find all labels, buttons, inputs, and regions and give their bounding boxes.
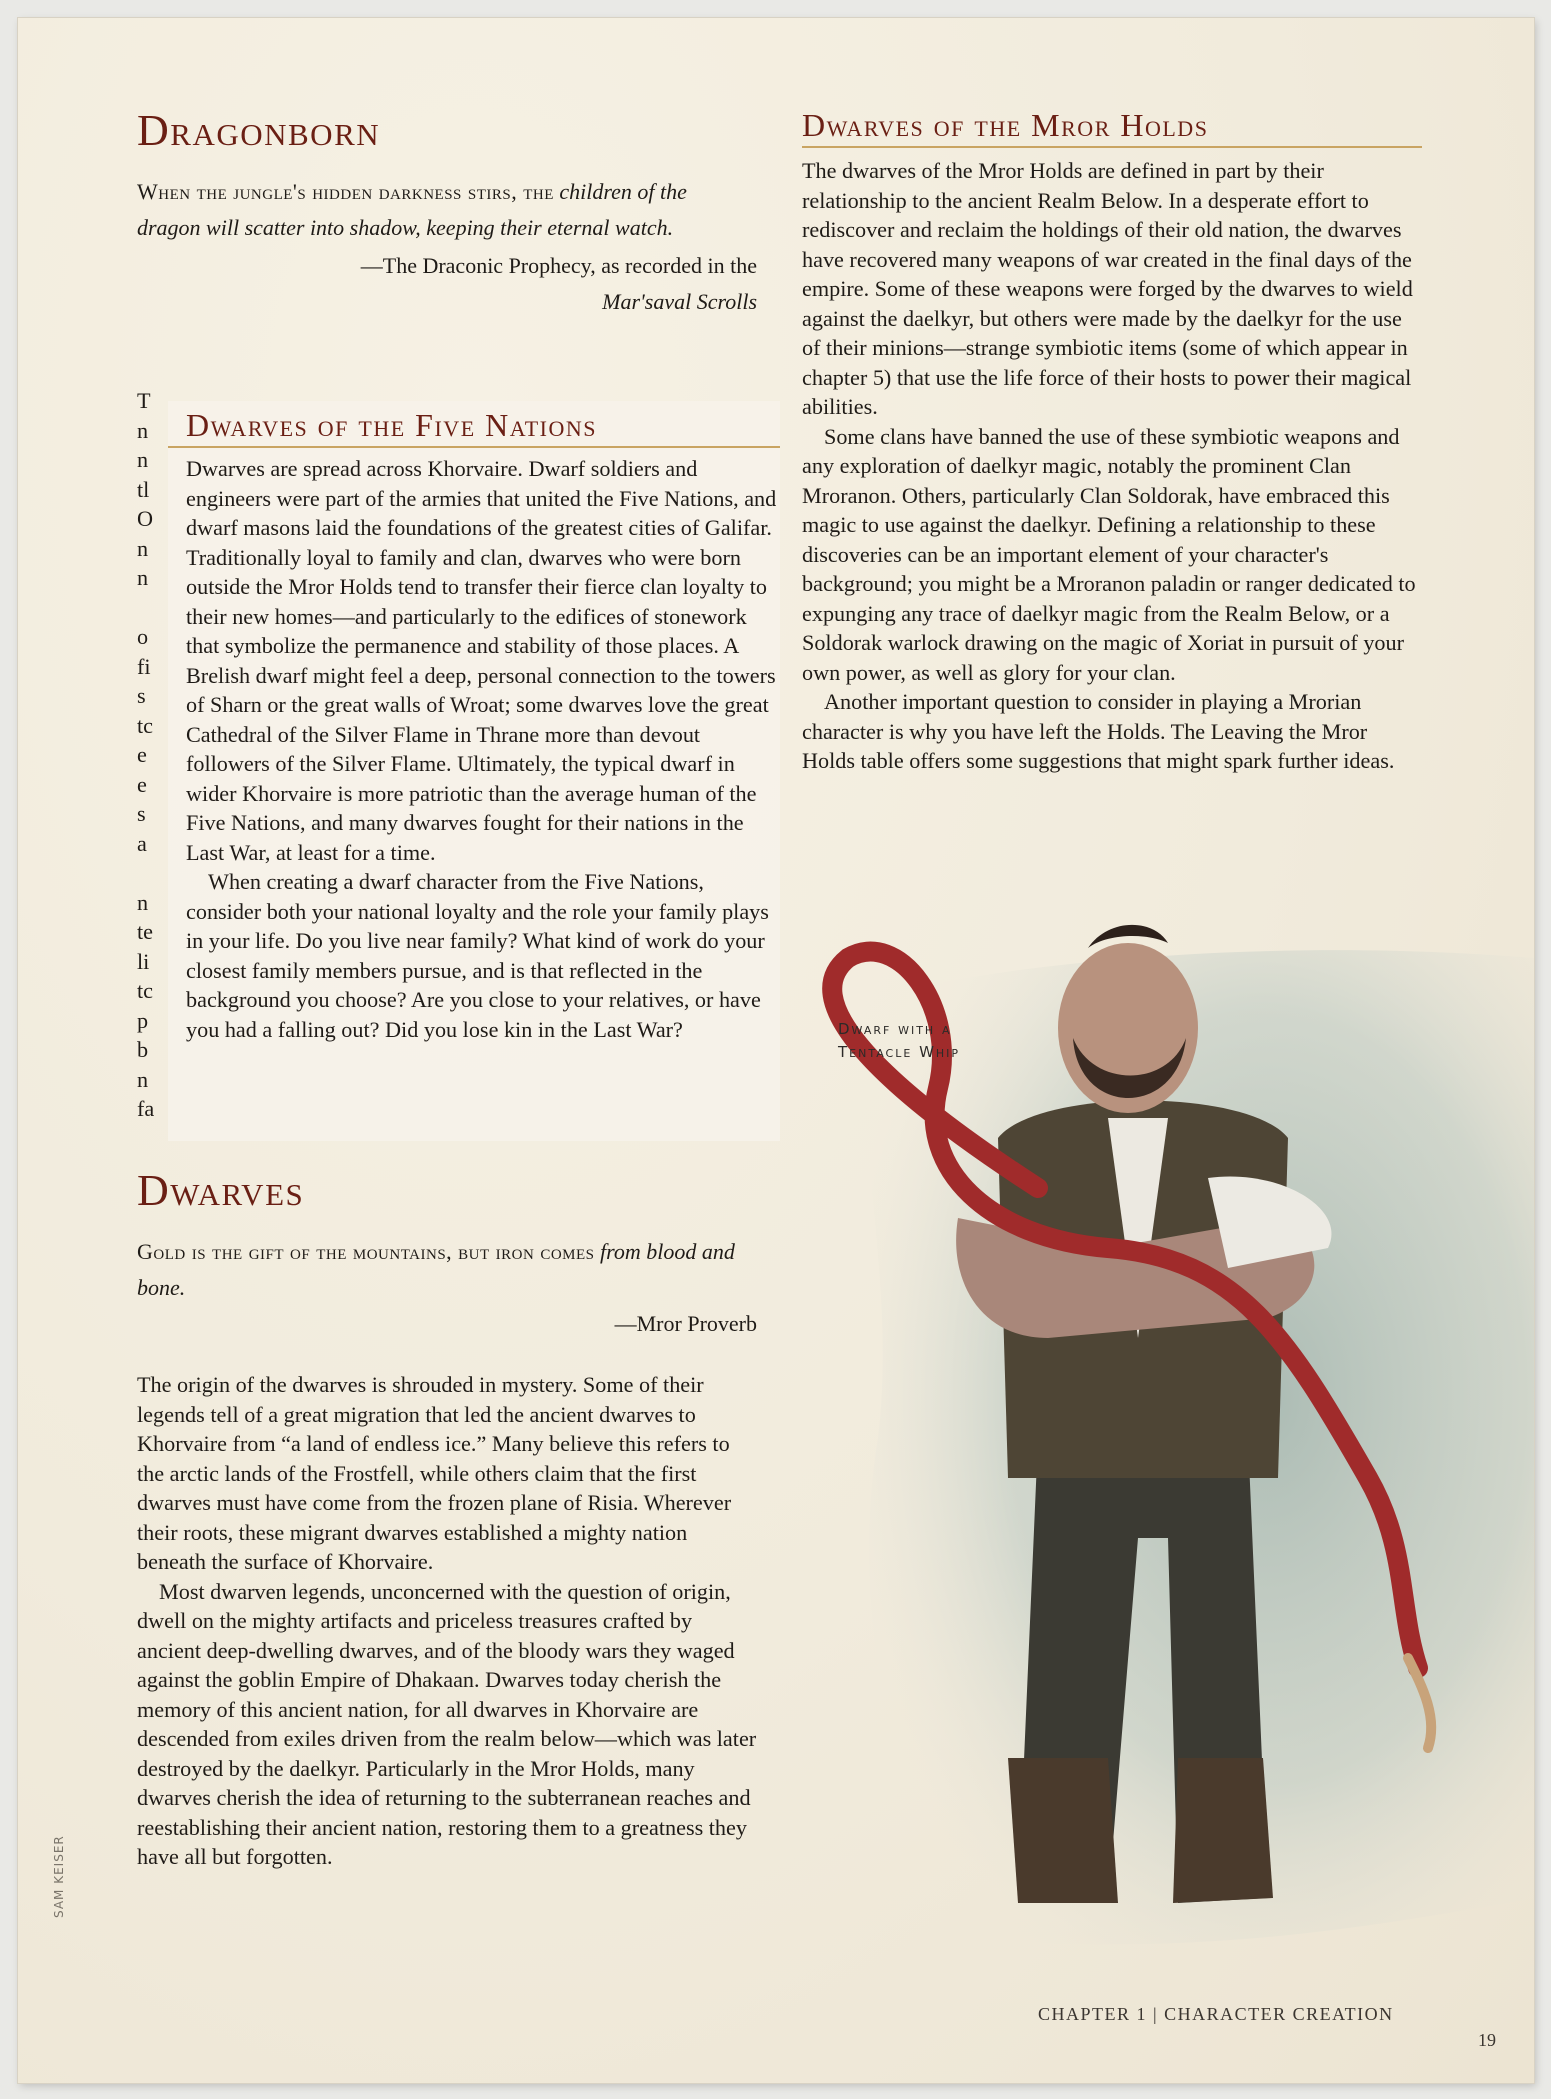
clipped-letter: O [137, 506, 154, 531]
page-number: 19 [1478, 2030, 1496, 2050]
dragonborn-heading: Dragonborn [137, 106, 381, 155]
five-nations-section [168, 406, 780, 1044]
clipped-letter: n [137, 565, 149, 590]
mror-paragraph-2: Some clans have banned the use of these symbiotic weapons and any exploration of daelkyr magic, notably the prominent Clan Mroranon. Others, particularly Clan Soldorak, have embraced this magic to use against the daelkyr. Defining a relationship to these discoveries can be an important element of your character's background; you might be a Mroranon paladin or ranger dedicated to expunging any trace of daelkyr magic from the Realm Below, or a Soldorak warlock drawing on the magic of Xoriat in pursuit of your own power, as well as glory for your clan. [802, 423, 1416, 685]
clipped-letter: n [137, 889, 149, 915]
illustration-caption [838, 1018, 960, 1064]
dwarf-illustration [808, 918, 1534, 1998]
clipped-letter: e [137, 742, 147, 767]
dragonborn-attribution-source: Mar'saval Scrolls [602, 289, 757, 314]
dragonborn-attribution [137, 248, 757, 320]
clipped-letter: o [137, 624, 149, 649]
dwarves-epigraph-italic: from blood and bone. [137, 1239, 735, 1300]
clipped-letter: tl [137, 476, 150, 502]
clipped-letter: s [137, 683, 146, 708]
clipped-letter: n [137, 535, 149, 561]
book-page [18, 18, 1534, 2083]
clipped-letter: T [137, 388, 151, 413]
clipped-letter: tc [137, 712, 154, 738]
dragonborn-epigraph-smallcaps: When the jungle's hidden darkness stirs, the [137, 179, 554, 204]
mror-paragraph-1: The dwarves of the Mror Holds are defined in part by their relationship to the ancient Realm Below. In a desperate effort to rediscover and reclaim the holdings of their old nation, the dwarves have recovered many weapons of war created in the final days of the empire. Some of these weapons were forged by the dwarves to wield against the daelkyr, but others were made by the daelkyr for the use of their minions—strange symbiotic items (some of which appear in chapter 5) that use the life force of their hosts to power their magical abilities. [802, 158, 1413, 419]
clipped-letter: fi [137, 653, 151, 679]
clipped-letter: n [137, 417, 149, 443]
clipped-letter: n [137, 1066, 149, 1092]
footer-chapter: CHAPTER 1 [1038, 2004, 1148, 2024]
clipped-letter: p [137, 1007, 149, 1033]
footer-divider: | [1153, 2004, 1159, 2024]
five-nations-paragraph-2: When creating a dwarf character from the Five Nations, consider both your national loyalty and the role your family plays in your life. Do you live near family? What kind of work do your closest family members pursue, and is that reflected in the background you choose? Are you close to your relatives, or have you had a falling out? Did you lose kin in the Last War? [186, 869, 769, 1042]
footer-section: CHARACTER CREATION [1164, 2004, 1394, 2024]
clipped-letter [137, 593, 171, 623]
mror-holds-heading: Dwarves of the Mror Holds [802, 106, 1422, 148]
caption-line-1: Dwarf with a [838, 1020, 952, 1038]
clipped-letter: a [137, 830, 147, 856]
clipped-letter: n [137, 447, 149, 472]
clipped-underlying-text [137, 386, 171, 1124]
dwarves-section [137, 1166, 777, 1342]
dwarves-paragraph-1: The origin of the dwarves is shrouded in mystery. Some of their legends tell of a great migration that led the ancient dwarves to Khorvaire from “a land of endless ice.” Many believe this refers to the arctic lands of the Frostfell, while others claim that the first dwarves must have come from the frozen plane of Risia. Wherever their roots, these migrant dwarves established a mighty nation beneath the surface of Khorvaire. [137, 1372, 732, 1574]
clipped-letter: tc [137, 978, 154, 1003]
caption-line-2: Tentacle Whip [838, 1043, 961, 1061]
dragonborn-epigraph [137, 174, 737, 246]
dwarves-epigraph-smallcaps: Gold is the gift of the mountains, but iron comes [137, 1239, 595, 1264]
clipped-letter [137, 858, 171, 888]
dwarves-heading: Dwarves [137, 1166, 305, 1215]
clipped-letter: e [137, 771, 147, 797]
dragonborn-attribution-text: —The Draconic Prophecy, as recorded in the [360, 253, 757, 278]
mror-holds-section [802, 106, 1422, 776]
clipped-letter: s [137, 801, 146, 826]
five-nations-paragraph-1: Dwarves are spread across Khorvaire. Dwarf soldiers and engineers were part of the armies that united the Five Nations, and dwarf masons laid the foundations of the greatest cities of Galifar. Traditionally loyal to family and clan, dwarves who were born outside the Mror Holds tend to transfer their fierce clan loyalty to their new homes—and particularly to the edifices of stonework that symbolize the permanence and stability of those places. A Brelish dwarf might feel a deep, personal connection to the towers of Sharn or the great walls of Wroat; some dwarves love the great Cathedral of the Silver Flame in Thrane more than devout followers of the Silver Flame. Ultimately, the typical dwarf in wider Khorvaire is more patriotic than the average human of the Five Nations, and many dwarves fought for their nations in the Last War, at least for a time. [186, 456, 777, 865]
dwarves-attribution: —Mror Proverb [614, 1311, 757, 1336]
clipped-letter: fa [137, 1096, 155, 1121]
dwarves-paragraph-2: Most dwarven legends, unconcerned with the question of origin, dwell on the mighty artifacts and priceless treasures crafted by ancient deep-dwelling dwarves, and of the bloody wars they waged against the goblin Empire of Dhakaan. Dwarves today cherish the memory of this ancient nation, for all dwarves in Khorvaire are descended from exiles driven from the realm below—which was later destroyed by the daelkyr. Particularly in the Mror Holds, many dwarves cherish the idea of returning to the subterranean reaches and reestablishing their ancient nation, restoring them to a greatness they have all but forgotten. [137, 1578, 757, 1869]
five-nations-heading: Dwarves of the Five Nations [168, 406, 780, 448]
artist-credit: SAM KEISER [52, 1835, 66, 1918]
page-footer [1038, 2004, 1394, 2025]
clipped-letter: li [137, 948, 150, 974]
dwarves-body [137, 1370, 757, 1872]
clipped-letter: te [137, 919, 154, 944]
dragonborn-epigraph-italic: children of the dragon will scatter into shadow, keeping their eternal watch. [137, 179, 687, 240]
mror-paragraph-3: Another important question to consider in playing a Mrorian character is why you have left the Holds. The Leaving the Mror Holds table offers some suggestions that might spark further ideas. [802, 689, 1395, 773]
dwarves-epigraph [137, 1234, 757, 1306]
dragonborn-section [137, 106, 777, 320]
clipped-letter: b [137, 1037, 149, 1062]
